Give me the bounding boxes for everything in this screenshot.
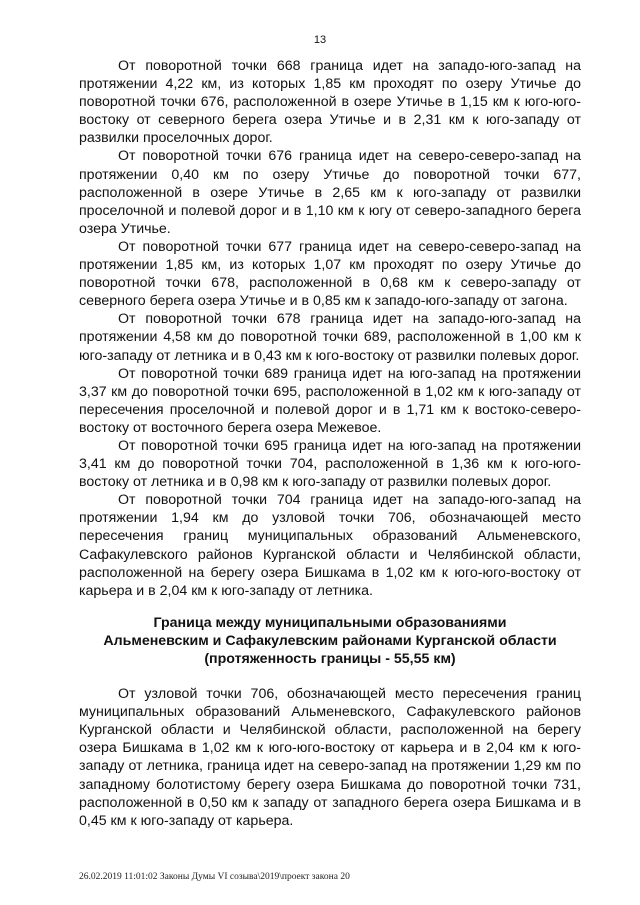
paragraph: От поворотной точки 668 граница идет на западо-юго-запад на протяжении 4,22 км, из которых 1,85 км проходят по озеру Утичье до поворотной точки 676, расположенной в озере Утичье в 1,15 км к юго-юго-востоку от северного берега озера Утичье и в 2,31 км к юго-западу от развилки проселочных дорог.: [79, 58, 581, 147]
section-heading: [79, 614, 581, 668]
section-heading-line: Граница между муниципальными образованиями: [153, 614, 507, 631]
section-heading-line: Альменевским и Сафакулевским районами Курганской области: [103, 632, 557, 649]
paragraph: От поворотной точки 678 граница идет на западо-юго-запад на протяжении 4,58 км до поворотной точки 689, расположенной в 1,00 км к юго-западу от летника и в 0,43 км к юго-востоку от развилки полевых дорог.: [79, 311, 581, 364]
document-body: [79, 57, 581, 830]
paragraph: От поворотной точки 676 граница идет на северо-северо-запад на протяжении 0,40 км по озеру Утичье до поворотной точки 677, расположенной в озере Утичье в 2,65 км к юго-западу от развилки проселочной и полевой дорог и в 1,10 км к югу от северо-западного берега озера Утичье.: [79, 148, 581, 237]
footer-file-path: 26.02.2019 11:01:02 Законы Думы VI созыва\2019\проект закона 20: [79, 872, 350, 882]
page-number: 13: [313, 34, 327, 46]
paragraph: От поворотной точки 695 граница идет на юго-запад на протяжении 3,41 км до поворотной точки 704, расположенной в 1,36 км к юго-юго-востоку от летника и в 0,98 км к юго-западу от развилки полевых дорог.: [79, 437, 581, 491]
section-heading-length: (протяженность границы - 55,55 км): [204, 651, 456, 667]
paragraph: От поворотной точки 677 граница идет на северо-северо-запад на протяжении 1,85 км, из которых 1,07 км проходят по озеру Утичье до поворотной точки 678, расположенной в 0,68 км к северо-западу от северного берега озера Утичье и в 0,85 км к западо-юго-западу от загона.: [79, 238, 581, 310]
paragraph: От поворотной точки 704 граница идет на западо-юго-запад на протяжении 1,94 км до узловой точки 706, обозначающей место пересечения границ муниципальных образований Альменевского, Сафакулевского районов Курганской области и Челябинской области, расположенной на берегу озера Бишкама в 1,02 км к юго-юго-востоку от карьера и в 2,04 км к юго-западу от летника.: [79, 492, 581, 599]
paragraph: От поворотной точки 689 граница идет на юго-запад на протяжении 3,37 км до поворотной точки 695, расположенной в 1,02 км к юго-западу от пересечения проселочной и полевой дорог и в 1,71 км к востоко-северо-востоку от восточного берега озера Межевое.: [79, 365, 581, 436]
paragraph: От узловой точки 706, обозначающей место пересечения границ муниципальных образований Альменевского, Сафакулевского районов Курганской области и Челябинской области, расположенной на берегу озера Бишкама в 1,02 км к юго-юго-востоку от карьера и в 2,04 км к юго-западу от летника, граница идет на северо-запад на протяжении 1,29 км по западному болотистому берегу озера Бишкама до поворотной точки 731, расположенной в 0,50 км к западу от западного берега озера Бишкама и в 0,45 км к юго-западу от карьера.: [79, 686, 581, 829]
